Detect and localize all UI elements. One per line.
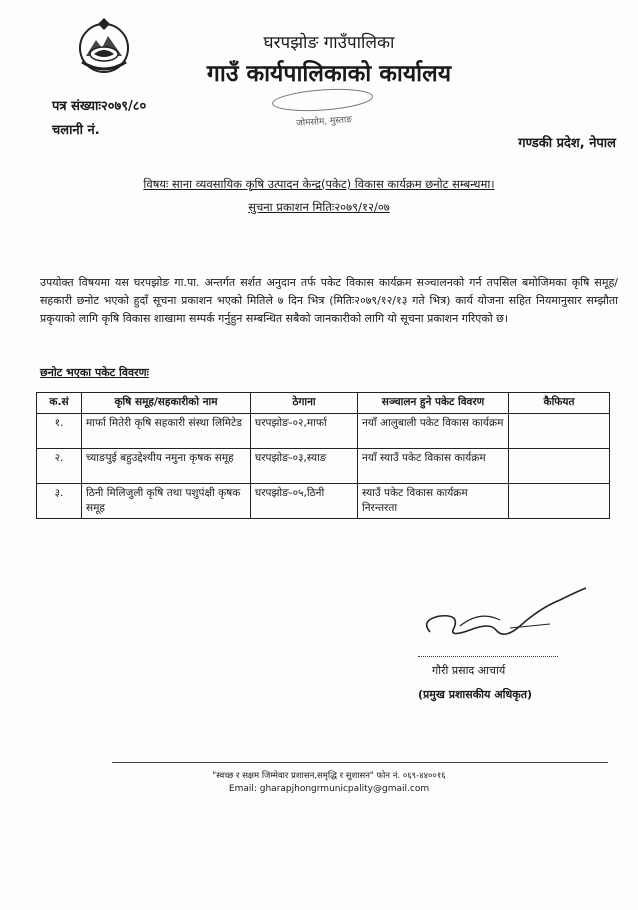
header-group-name: कृषि समूह/सहकारीको नाम [82, 393, 251, 414]
table-header-row [37, 393, 610, 414]
cell-serial: २. [37, 449, 82, 484]
cell-address: घरपझोङ-०२,मार्फा [251, 414, 358, 449]
cell-remarks [509, 414, 610, 449]
header-pocket-detail: सञ्चालन हुने पकेट विवरण [358, 393, 509, 414]
header-serial: क.सं [37, 393, 82, 414]
province-name: गण्डकी प्रदेश, नेपाल [518, 136, 616, 151]
header-remarks: कैफियत [509, 393, 610, 414]
cell-pocket-detail: नयाँ आलुबाली पकेट विकास कार्यक्रम [358, 414, 509, 449]
cell-group-name: च्याङपुई बहुउद्देश्यीय नमुना कृषक समूह [82, 449, 251, 484]
footer-divider [112, 762, 608, 763]
reference-number: पत्र संख्याः२०७९/८० [52, 99, 147, 114]
notice-date: सुचना प्रकाशन मितिः२०७९/१२/०७ [248, 200, 390, 214]
chalani-number: चलानी नं. [52, 123, 100, 138]
stamp-seal-icon [267, 84, 378, 116]
subject-line: विषयः साना व्यवसायिक कृषि उत्पादन केन्द्र(पकेट) विकास कार्यक्रम छनोट सम्बन्धमा। [143, 177, 495, 191]
stamp-text: जोमसोम, मुस्ताङ [295, 115, 353, 129]
cell-remarks [509, 449, 610, 484]
signatory-name: गौरी प्रसाद आचार्य [432, 664, 506, 677]
office-name: गाउँ कार्यपालिकाको कार्यालय [206, 61, 452, 87]
cell-group-name: ठिनी मिलिजुली कृषि तथा पशुपंक्षी कृषक समूह [82, 484, 251, 519]
cell-pocket-detail: स्याउँ पकेट विकास कार्यक्रम निरन्तरता [358, 484, 509, 519]
cell-serial: ३. [37, 484, 82, 519]
footer-email: Email: gharapjhongrmunicpality@gmail.com [228, 784, 430, 794]
signature-line [418, 656, 558, 657]
office-stamp [267, 84, 379, 128]
cell-serial: १. [37, 414, 82, 449]
municipality-name: घरपझोङ गाउँपालिका [263, 33, 395, 53]
pocket-table [36, 392, 610, 519]
cell-group-name: मार्फा मितेरी कृषि सहकारी संस्था लिमिटेड [82, 414, 251, 449]
signatory-title: (प्रमुख प्रशासकीय अधिकृत) [418, 688, 532, 701]
list-title: छनोट भएका पकेट विवरणः [40, 366, 149, 379]
footer-slogan: "स्वच्छ र सक्षम जिम्मेवार प्रशासन,समृद्धि र सुशासन" फोन नं. ०६९-४४००१६ [212, 771, 446, 781]
table-row [37, 414, 610, 449]
header-address: ठेगाना [251, 393, 358, 414]
notice-body: उपयोक्त विषयमा यस घरपझोङ गा.पा. अन्तर्गत सर्शत अनुदान तर्फ पकेट विकास कार्यक्रम सञ्चालनको गर्न तपसिल बमोजिमका कृषि समूह/सहकारी छनोट भएको हुदाँ सूचना प्रकाशन भएको मितिले ७ दिन भित्र (मितिः२०७९/१२/१३ गते भित्र) कार्य योजना सहित नियमानुसार सम्झौता प्रकृयाको लागि कृषि विकास शाखामा सम्पर्क गर्नुहुन सम्बन्धित सबैको जानकारीको लागि यो सूचना प्रकाशन गरिएको छ। [40, 276, 618, 325]
cell-pocket-detail: नयाँ स्याउँ पकेट विकास कार्यक्रम [358, 449, 509, 484]
cell-address: घरपझोङ-०५,ठिनी [251, 484, 358, 519]
signature-icon [400, 570, 600, 650]
table-row [37, 449, 610, 484]
cell-remarks [509, 484, 610, 519]
cell-address: घरपझोङ-०३,स्याङ [251, 449, 358, 484]
table-row [37, 484, 610, 519]
